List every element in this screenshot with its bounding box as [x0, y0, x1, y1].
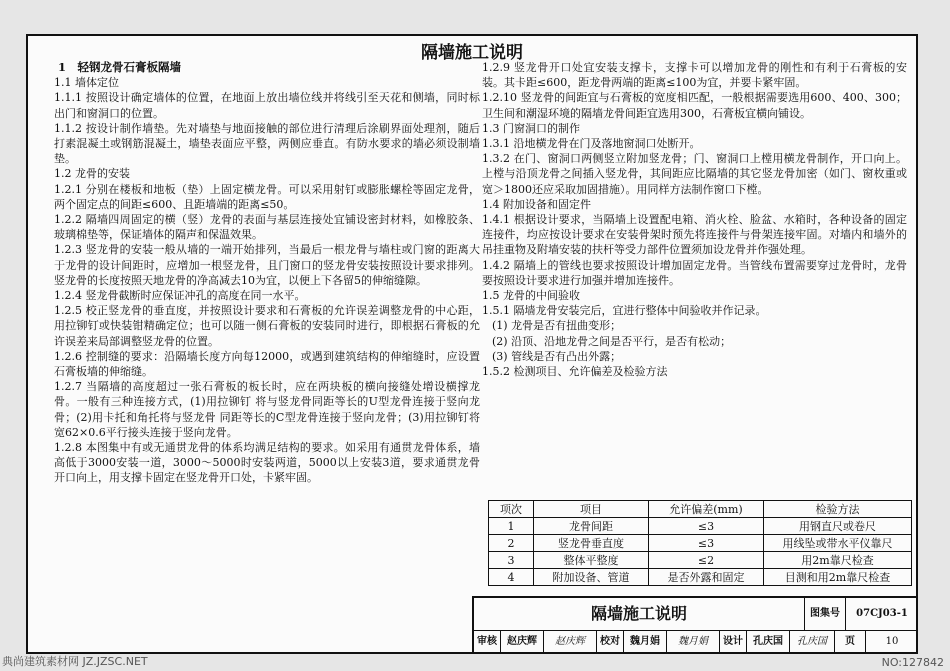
drawing-sheet	[26, 34, 918, 654]
cell: ≤3	[649, 518, 764, 535]
right-paragraph: (2) 沿顶、沿地龙骨之间是否平行，是否有松动；	[492, 334, 732, 348]
designer-name: 孔庆国	[747, 631, 790, 653]
right-paragraph: 1.5 龙骨的中间验收	[482, 289, 580, 303]
cell: 用线坠或带水平仪靠尺	[764, 535, 912, 552]
title-block	[472, 596, 918, 654]
table-row	[489, 535, 912, 552]
page-label: 页	[835, 631, 866, 653]
left-paragraph: 1.2.1 分别在楼板和地板（垫）上固定横龙骨。可以采用射钉或膨胀螺栓等固定龙骨，两个固定点的间距≤600、且距墙端的距离≤50。	[54, 182, 480, 211]
right-paragraph: (3) 管线是否有凸出外露；	[492, 349, 622, 363]
proof-label: 校对	[597, 631, 624, 653]
left-paragraph: 1.2.6 控制缝的要求：沿隔墙长度方向每12000，或遇到建筑结构的伸缩缝时，应设置石膏板墙的伸缩缝。	[54, 349, 480, 379]
cell: 3	[489, 552, 534, 569]
table-row	[489, 552, 912, 569]
header-method: 检验方法	[764, 501, 912, 518]
page-title: 隔墙施工说明	[421, 43, 523, 63]
left-text-column	[54, 60, 480, 486]
header-item: 项目	[534, 501, 649, 518]
left-paragraph: 1.2.8 本图集中有或无通贯龙骨的体系均满足结构的要求。如采用有通贯龙骨体系，墙高低于3000安装一道，3000～5000时安装两道，5000以上安装3道，要求通贯龙骨开口向上，用支撑卡固定在竖龙骨开口处，卡紧牢固。	[54, 441, 480, 485]
page-number: 10	[885, 636, 899, 647]
cell: 龙骨间距	[534, 518, 649, 535]
left-paragraph: 1.2 龙骨的安装	[54, 167, 130, 181]
watermark-left: 典尚建筑素材网 JZ.JZSC.NET	[2, 655, 148, 668]
header-index: 项次	[489, 501, 534, 518]
right-paragraph: 1.2.10 竖龙骨的间距宜与石膏板的宽度相匹配，一般根据需要选用600、400、300；卫生间和潮湿环境的隔墙龙骨间距宜选用300，石膏板宜横向铺设。	[482, 91, 907, 120]
right-paragraph: 1.4.1 根据设计要求，当隔墙上设置配电箱、消火栓、脸盆、水箱时，各种设备的固定连接件，均应按设计要求在安装骨架时预先将连接件与骨架连接牢固。对墙内和墙外的吊挂重物及附墙安装的扶杆等受力部件位置须加设龙骨并作强处理。	[482, 213, 907, 257]
cell: 2	[489, 535, 534, 552]
cell: 整体平整度	[534, 552, 649, 569]
table-row	[489, 518, 912, 535]
cell: 竖龙骨垂直度	[534, 535, 649, 552]
designer-signature: 孔庆国	[790, 631, 835, 653]
design-label: 设计	[720, 631, 747, 653]
cell: 是否外露和固定	[649, 569, 764, 586]
cell: 用2m靠尺检查	[764, 552, 912, 569]
left-paragraph: 1.2.4 竖龙骨截断时应保证冲孔的高度在同一水平。	[54, 289, 306, 303]
right-paragraph: 1.4 附加设备和固定件	[482, 197, 591, 211]
atlas-label: 图集号	[805, 598, 846, 631]
left-paragraph: 1.2.3 竖龙骨的安装一般从墙的一端开始排列，当最后一根龙骨与墙柱或门窗的距离大于龙骨的设计间距时，应增加一根竖龙骨，且门窗口的竖龙骨安装按照设计要求排列。竖龙骨的长度按照天地龙骨的净高减去10为宜，以便上下各留5的伸缩缝隙。	[54, 243, 480, 287]
right-paragraph: 1.5.1 隔墙龙骨安装完后，宜进行整体中间验收并作记录。	[482, 304, 767, 318]
right-paragraph: (1) 龙骨是否有扭曲变形；	[492, 319, 622, 333]
right-paragraph: 1.3 门窗洞口的制作	[482, 121, 580, 135]
left-paragraph: 1.1.2 按设计制作墙垫。先对墙垫与地面接触的部位进行清理后涂刷界面处理剂，随后打素混凝土或钢筋混凝土，墙垫表面应平整，两侧应垂直。有防水要求的墙必须设制墙垫。	[54, 121, 480, 166]
cell: 附加设备、管道	[534, 569, 649, 586]
right-paragraph: 1.3.2 在门、窗洞口两侧竖立附加竖龙骨；门、窗洞口上樘用横龙骨制作，开口向上。上樘与沿顶龙骨之间插入竖龙骨，其间距应比隔墙的其它竖龙骨加密（如门、窗枚重或宽＞1800还应采取加固措施）。用同样方法制作窗口下樘。	[482, 152, 907, 196]
cell: 目测和用2m靠尺检查	[764, 569, 912, 586]
check-table	[488, 500, 912, 586]
right-text-column	[482, 60, 907, 379]
cell: 4	[489, 569, 534, 586]
table-row	[489, 569, 912, 586]
review-label: 审核	[474, 631, 501, 653]
proofer-name: 魏月娟	[624, 631, 667, 653]
cell: ≤3	[649, 535, 764, 552]
cell: 用钢直尺或卷尺	[764, 518, 912, 535]
header-tolerance: 允许偏差(mm)	[649, 501, 764, 518]
right-paragraph: 1.4.2 隔墙上的管线也要求按照设计增加固定龙骨。当管线布置需要穿过龙骨时，龙骨要按照设计要求进行加强并增加连接件。	[482, 258, 907, 287]
right-paragraph: 1.2.9 竖龙骨开口处宜安装支撑卡，支撑卡可以增加龙骨的刚性和有利于石膏板的安装。其卡距≤600，距龙骨两端的距离≤100为宜，并要卡紧牢固。	[482, 61, 907, 90]
reviewer-name: 赵庆辉	[501, 631, 544, 653]
atlas-number: 07CJ03-1	[846, 598, 918, 631]
watermark-right: NO:127842	[881, 656, 944, 669]
left-paragraph: 1.2.5 校正竖龙骨的垂直度，并按照设计要求和石膏板的允许误差调整龙骨的中心距，用拉铆钉或快装钳精确定位；也可以随一侧石膏板的安装同时进行，即根据石膏板的允许误差来局部调整竖龙骨的位置。	[54, 304, 480, 348]
left-paragraph: 1.1.1 按照设计确定墙体的位置，在地面上放出墙位线并将线引至天花和侧墙，同时标出门和窗洞口的位置。	[54, 91, 480, 120]
left-paragraph: 1.1 墙体定位	[54, 76, 119, 90]
right-paragraph: 1.5.2 检测项目、允许偏差及检验方法	[482, 365, 668, 379]
left-paragraph: 1.2.7 当隔墙的高度超过一张石膏板的板长时，应在两块板的横向接缝处增设横撑龙骨。一般有三种连接方式，(1)用拉铆钉 将与竖龙骨同距等长的U型龙骨连接于竖向龙骨；(2)用卡托和角托将与竖龙骨 同距等长的C型龙骨连接于竖向龙骨；(3)用拉铆钉将宽62×0.6平行接头连接于竖向龙骨。	[54, 380, 480, 439]
cell: 1	[489, 518, 534, 535]
left-paragraph: 1.2.2 隔墙四周固定的横（竖）龙骨的表面与基层连接处宜铺设密封材料，如橡胶条、玻璃棉垫等，保证墙体的隔声和保温效果。	[54, 213, 480, 242]
title-block-title: 隔墙施工说明	[474, 598, 805, 631]
proofer-signature: 魏月娟	[667, 631, 720, 653]
left-paragraph: 1 轻钢龙骨石膏板隔墙	[58, 60, 182, 74]
cell: ≤2	[649, 552, 764, 569]
reviewer-signature: 赵庆辉	[544, 631, 597, 653]
right-paragraph: 1.3.1 沿地横龙骨在门及落地窗洞口处断开。	[482, 137, 701, 151]
check-table-header	[489, 501, 912, 518]
